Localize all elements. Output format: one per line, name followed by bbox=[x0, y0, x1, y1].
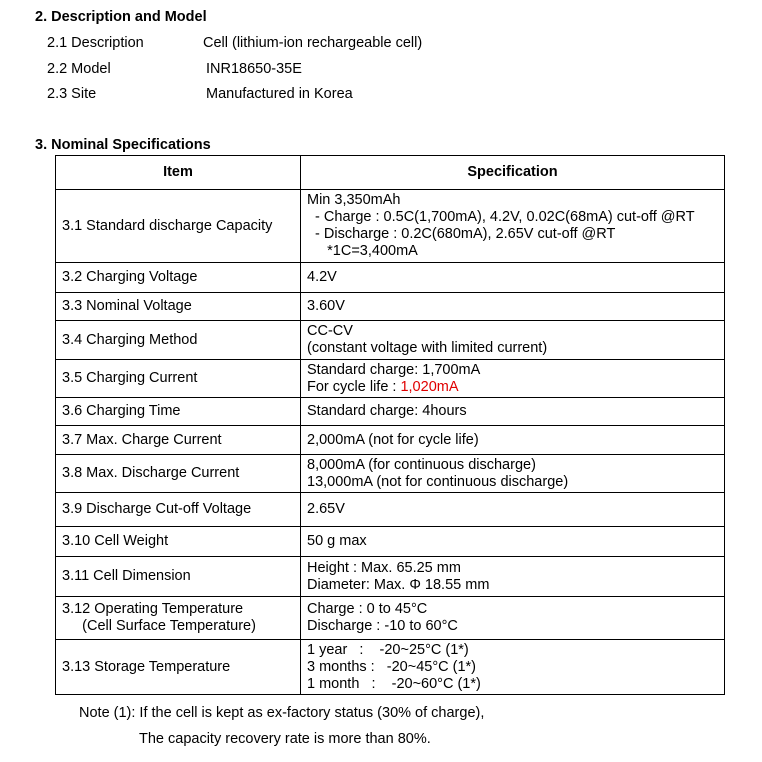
table-row bbox=[56, 360, 725, 398]
spec-cell bbox=[301, 263, 725, 293]
item-cell bbox=[56, 597, 301, 640]
spec-text: - Charge : 0.5C(1,700mA), 4.2V, 0.02C(68mA) cut-off @RT bbox=[307, 209, 695, 225]
spec-text: Diameter: Max. Φ 18.55 mm bbox=[307, 576, 490, 593]
item-text: 3.2 Charging Voltage bbox=[62, 269, 198, 285]
item-cell bbox=[56, 640, 301, 695]
item-text: 3.8 Max. Discharge Current bbox=[62, 465, 240, 481]
table-row bbox=[56, 527, 725, 557]
spec-cell bbox=[301, 321, 725, 360]
item-text: 3.10 Cell Weight bbox=[62, 533, 169, 549]
note-line-2: The capacity recovery rate is more than 80%. bbox=[139, 731, 431, 747]
table-header bbox=[56, 156, 725, 190]
spec-text: 8,000mA (for continuous discharge) bbox=[307, 456, 536, 473]
item-text: 3.1 Standard discharge Capacity bbox=[62, 217, 273, 234]
table-row bbox=[56, 455, 725, 493]
header-item: Item bbox=[56, 156, 301, 190]
item-text: 3.11 Cell Dimension bbox=[62, 568, 191, 584]
table-row bbox=[56, 398, 725, 426]
item-cell bbox=[56, 360, 301, 398]
spec-text: Standard charge: 4hours bbox=[307, 403, 467, 419]
item-cell bbox=[56, 527, 301, 557]
spec-cell bbox=[301, 455, 725, 493]
site-label: 2.3 Site bbox=[47, 86, 97, 102]
spec-cell bbox=[301, 527, 725, 557]
item-text: 3.5 Charging Current bbox=[62, 370, 198, 386]
spec-cell bbox=[301, 640, 725, 695]
table-row bbox=[56, 493, 725, 527]
spec-cell bbox=[301, 597, 725, 640]
table-row bbox=[56, 190, 725, 263]
spec-text: 2.65V bbox=[307, 501, 345, 517]
table-row bbox=[56, 321, 725, 360]
spec-cell bbox=[301, 557, 725, 597]
header-spec: Specification bbox=[301, 156, 725, 190]
item-text: (Cell Surface Temperature) bbox=[62, 618, 256, 634]
item-text: 3.13 Storage Temperature bbox=[62, 658, 231, 675]
note-line-1: Note (1): If the cell is kept as ex-factory status (30% of charge), bbox=[79, 705, 485, 721]
item-cell bbox=[56, 455, 301, 493]
item-cell bbox=[56, 557, 301, 597]
table-row bbox=[56, 557, 725, 597]
item-text: 3.7 Max. Charge Current bbox=[62, 431, 222, 448]
item-text: 3.3 Nominal Voltage bbox=[62, 298, 192, 314]
spec-text: 4.2V bbox=[307, 269, 337, 285]
site-value: Manufactured in Korea bbox=[206, 86, 353, 102]
item-text: 3.12 Operating Temperature bbox=[62, 601, 244, 617]
spec-text: 13,000mA (not for continuous discharge) bbox=[307, 473, 569, 490]
item-text: 3.6 Charging Time bbox=[62, 403, 181, 419]
section-3-title: 3. Nominal Specifications bbox=[35, 137, 211, 153]
spec-text: Min 3,350mAh bbox=[307, 192, 401, 208]
cycle-life-current: 1,020mA bbox=[400, 378, 459, 395]
spec-text: (constant voltage with limited current) bbox=[307, 340, 548, 356]
spec-text bbox=[307, 379, 718, 396]
spec-text: Charge : 0 to 45°C bbox=[307, 601, 428, 617]
item-cell bbox=[56, 293, 301, 321]
spec-text: 50 g max bbox=[307, 533, 367, 549]
spec-table bbox=[55, 155, 725, 695]
spec-cell bbox=[301, 426, 725, 455]
spec-text: 1 year : -20~25°C (1*) bbox=[307, 641, 469, 658]
spec-cell bbox=[301, 360, 725, 398]
item-cell bbox=[56, 493, 301, 527]
spec-text: 1 month : -20~60°C (1*) bbox=[307, 675, 481, 692]
item-text: 3.9 Discharge Cut-off Voltage bbox=[62, 501, 252, 517]
item-cell bbox=[56, 190, 301, 263]
spec-text: Discharge : -10 to 60°C bbox=[307, 618, 458, 634]
spec-text: - Discharge : 0.2C(680mA), 2.65V cut-off @RT bbox=[307, 226, 616, 242]
section-2-title: 2. Description and Model bbox=[35, 9, 207, 25]
spec-text: 3 months : -20~45°C (1*) bbox=[307, 658, 477, 675]
spec-text: Height : Max. 65.25 mm bbox=[307, 559, 461, 576]
table-row bbox=[56, 293, 725, 321]
spec-text: CC-CV bbox=[307, 323, 353, 339]
spec-cell bbox=[301, 190, 725, 263]
table-row bbox=[56, 597, 725, 640]
item-text: 3.4 Charging Method bbox=[62, 331, 198, 348]
description-value: Cell (lithium-ion rechargeable cell) bbox=[203, 35, 423, 51]
table-row bbox=[56, 263, 725, 293]
description-label: 2.1 Description bbox=[47, 35, 144, 51]
spec-cell bbox=[301, 493, 725, 527]
item-cell bbox=[56, 398, 301, 426]
table-row bbox=[56, 426, 725, 455]
cycle-life-label: For cycle life : bbox=[307, 378, 401, 395]
table-row bbox=[56, 640, 725, 695]
item-cell bbox=[56, 321, 301, 360]
item-cell bbox=[56, 426, 301, 455]
model-label: 2.2 Model bbox=[47, 61, 111, 77]
spec-text: 3.60V bbox=[307, 298, 345, 314]
model-value: INR18650-35E bbox=[206, 61, 302, 77]
spec-text: Standard charge: 1,700mA bbox=[307, 361, 481, 378]
spec-text: *1C=3,400mA bbox=[307, 243, 418, 259]
spec-cell bbox=[301, 293, 725, 321]
item-cell bbox=[56, 263, 301, 293]
spec-text: 2,000mA (not for cycle life) bbox=[307, 431, 479, 448]
spec-cell bbox=[301, 398, 725, 426]
